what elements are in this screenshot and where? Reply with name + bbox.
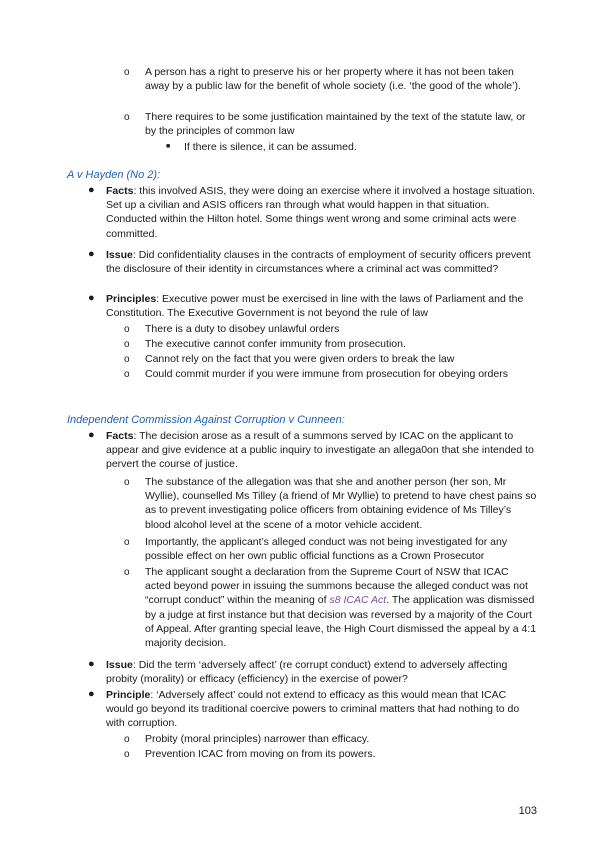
bullet-o: o	[124, 112, 130, 123]
issue-text: : Did the term ‘adversely affect’ (re corrupt conduct) extend to adversely affecting probity (morality) or efficacy (efficiency) in the exercise of power?	[106, 659, 508, 686]
list-item: Probity (moral principles) narrower than efficacy.	[145, 733, 370, 745]
case-heading: Independent Commission Against Corruption v Cunneen:	[67, 414, 345, 426]
list-item: Could commit murder if you were immune from prosecution for obeying orders	[145, 368, 508, 380]
principle-text: : ‘Adversely affect’ could not extend to efficacy as this would mean that ICAC would go beyond its traditional coercive powers to criminal matters that had nothing to do with corruption.	[106, 689, 520, 730]
list-item	[145, 565, 537, 650]
facts-term: Facts	[106, 185, 134, 197]
facts-text: : The decision arose as a result of a summons served by ICAC on the applicant to appear and give evidence at a public inquiry to investigate an allega0on that she intended to pervert the course of justice.	[106, 430, 534, 471]
text-segment: . The application was dismissed by a judge at first instance but that decision was reversed by a majority of the Court of Appeal. After granting special leave, the High Court dismissed the appeal by a 4:1 majority decision.	[145, 594, 537, 650]
issue-term: Issue	[106, 659, 133, 671]
list-item: Prevention ICAC from moving on from its powers.	[145, 748, 376, 760]
bullet-dot: ●	[88, 292, 95, 304]
bullet-o: o	[124, 67, 130, 78]
issue-text: : Did confidentiality clauses in the contracts of employment of security officers prevent the disclosure of their identity in circumstances where a criminal act was committed?	[106, 249, 531, 276]
principle-term: Principle	[106, 689, 151, 701]
list-item: Importantly, the applicant’s alleged conduct was not being investigated for any possible effect on her own public official functions as a Crown Prosecutor	[145, 536, 508, 563]
bullet-dot: ●	[88, 184, 95, 196]
principles-text: : Executive power must be exercised in line with the laws of Parliament and the Constitution. The Executive Government is not beyond the rule of law	[106, 293, 524, 320]
statute-reference: s8 ICAC Act	[329, 594, 387, 607]
bullet-dot: ●	[88, 658, 95, 670]
issue-paragraph	[106, 248, 536, 276]
list-item: If there is silence, it can be assumed.	[184, 141, 357, 153]
facts-paragraph	[106, 184, 536, 241]
list-item: The executive cannot confer immunity from prosecution.	[145, 338, 406, 350]
principles-term: Principles	[106, 293, 157, 305]
bullet-dot: ●	[88, 688, 95, 700]
bullet-o: o	[124, 354, 130, 365]
issue-paragraph	[106, 658, 536, 686]
page-number: 103	[518, 805, 537, 817]
bullet-o: o	[124, 749, 130, 760]
bullet-o: o	[124, 324, 130, 335]
bullet-o: o	[124, 369, 130, 380]
list-item: There is a duty to disobey unlawful orders	[145, 323, 340, 335]
bullet-o: o	[124, 537, 130, 548]
text-segment: The applicant sought a declaration from the Supreme Court of NSW that ICAC acted beyond power in issuing the summons because the alleged conduct was not “corrupt conduct” within the meaning of	[145, 566, 528, 607]
bullet-dot: ●	[88, 248, 95, 260]
bullet-dot: ●	[88, 429, 95, 441]
bullet-o: o	[124, 477, 130, 488]
issue-term: Issue	[106, 249, 133, 261]
bullet-o: o	[124, 339, 130, 350]
list-item: Cannot rely on the fact that you were given orders to break the law	[145, 353, 455, 365]
list-item: The substance of the allegation was that she and another person (her son, Mr Wyllie), counselled Ms Tilley (a friend of Mr Wyllie) to pretend to have chest pains so as to prevent investigating police officers from obtaining evidence of Ms Tilley’s blood alcohol level at the scene of a motor vehicle accident.	[145, 476, 537, 531]
principle-paragraph	[106, 688, 536, 731]
bullet-o: o	[124, 567, 130, 578]
case-heading: A v Hayden (No 2):	[67, 169, 161, 181]
facts-term: Facts	[106, 430, 134, 442]
principles-paragraph	[106, 292, 536, 320]
facts-paragraph	[106, 429, 536, 472]
facts-text: : this involved ASIS, they were doing an exercise where it involved a hostage situation. Set up a civilian and ASIS officers ran through what would happen in that situation. Conducted within the Hilton hotel. Some things went wrong and some criminal acts were committed.	[106, 185, 536, 240]
list-item: There requires to be some justification maintained by the text of the statute law, or by the principles of common law	[145, 111, 526, 138]
bullet-o: o	[124, 734, 130, 745]
bullet-square: ■	[166, 143, 171, 150]
list-item: A person has a right to preserve his or her property where it has not been taken away by a public law for the benefit of whole society (i.e. ‘the good of the whole’).	[145, 66, 521, 93]
